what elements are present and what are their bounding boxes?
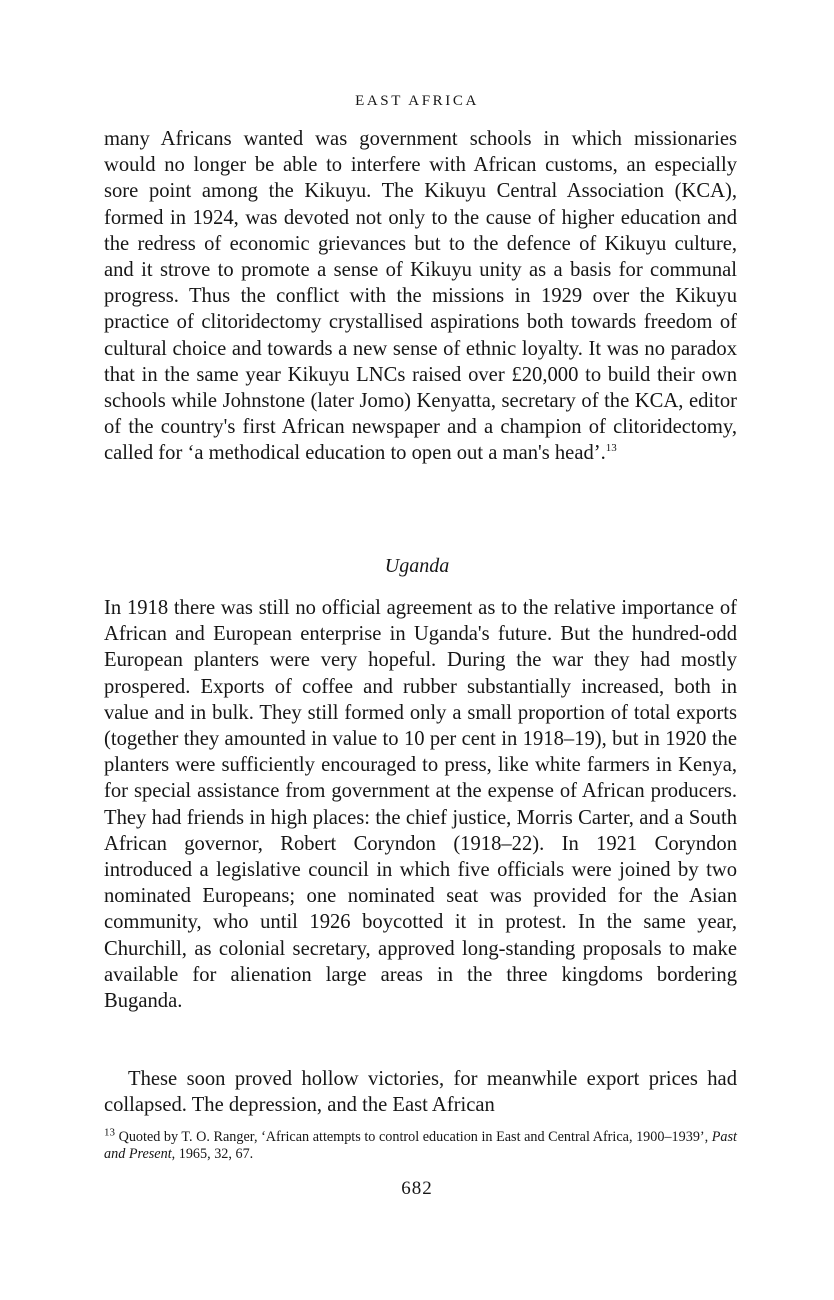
- page-number: 682: [401, 1178, 433, 1199]
- footnote-reference[interactable]: 13: [605, 442, 617, 455]
- footnote-text: Quoted by T. O. Ranger, ‘African attempts to control education in East and Central Africa, 1900–1939’,: [115, 1129, 712, 1145]
- running-head: EAST AFRICA: [355, 93, 479, 109]
- footnote: [104, 1126, 737, 1163]
- footnote-journal: Past and Present: [104, 1129, 737, 1162]
- paragraph-text: many Africans wanted was government schools in which missionaries would no longer be able to interfere with African customs, an especially sore point among the Kikuyu. The Kikuyu Central Association (KCA), formed in 1924, was devoted not only to the cause of higher education and the redress of economic grievances but to the defence of Kikuyu culture, and it strove to promote a sense of Kikuyu unity as a basis for communal progress. Thus the conflict with the missions in 1929 over the Kikuyu practice of clitoridectomy crystallised aspirations both towards freedom of cultural choice and towards a new sense of ethnic loyalty. It was no paradox that in the same year Kikuyu LNCs raised over £20,000 to build their own schools while Johnstone (later Jomo) Kenyatta, secretary of the KCA, editor of the country's first African newspaper and a champion of clitoridectomy, called for ‘a methodical education to open out a man's head’.: [104, 128, 737, 465]
- body-paragraph: These soon proved hollow victories, for meanwhile export prices had collapsed. The depression, and the East African: [104, 1068, 737, 1117]
- body-paragraph: [104, 126, 737, 467]
- footnote-number: 13: [104, 1126, 115, 1139]
- body-paragraph: In 1918 there was still no official agreement as to the relative importance of African and European enterprise in Uganda's future. But the hundred-odd European planters were very hopeful. During the war they had mostly prospered. Exports of coffee and rubber substantially increased, both in value and in bulk. They still formed only a small proportion of total exports (together they amounted in value to 10 per cent in 1918–19), but in 1920 the planters were sufficiently encouraged to press, like white farmers in Kenya, for special assistance from government at the expense of African producers. They had friends in high places: the chief justice, Morris Carter, and a South African governor, Robert Coryndon (1918–22). In 1921 Coryndon introduced a legislative council in which five officials were joined by two nominated Europeans; one nominated seat was provided for the Asian community, who until 1926 boycotted it in protest. In the same year, Churchill, as colonial secretary, approved long-standing proposals to make available for alienation large areas in the three kingdoms bordering Buganda.: [104, 597, 737, 1013]
- section-heading: Uganda: [384, 555, 450, 577]
- footnote-citation: , 1965, 32, 67.: [171, 1146, 254, 1162]
